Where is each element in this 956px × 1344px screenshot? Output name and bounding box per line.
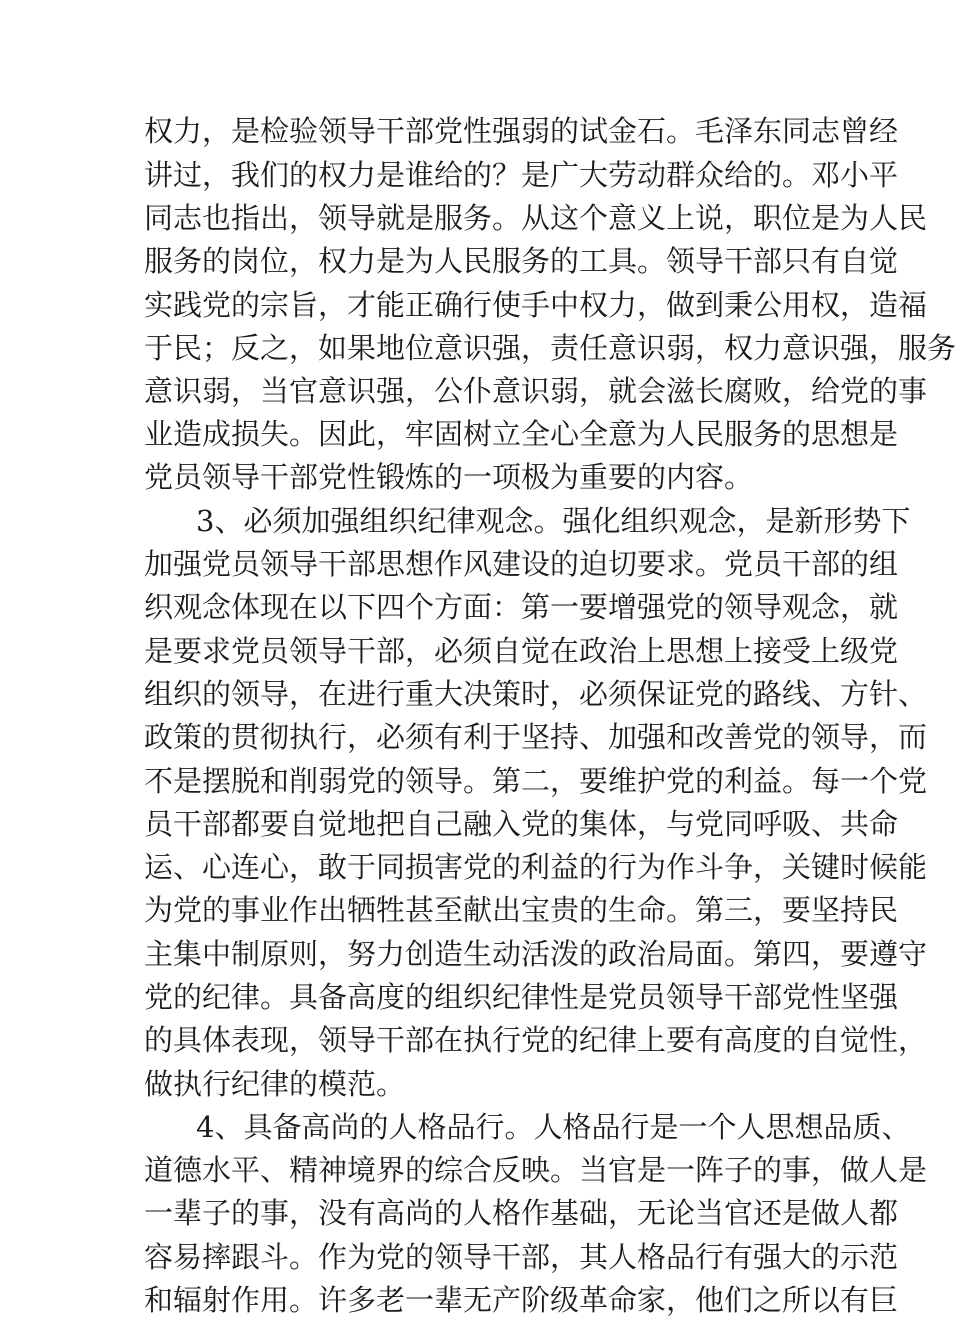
text-line: 主集中制原则，努力创造生动活泼的政治局面。第四，要遵守 bbox=[144, 937, 928, 971]
text-line: 同志也指出，领导就是服务。从这个意义上说，职位是为人民 bbox=[144, 201, 928, 235]
text-line: 织观念体现在以下四个方面：第一要增强党的领导观念，就 bbox=[144, 590, 899, 624]
text-line: 道德水平、精神境界的综合反映。当官是一阵子的事，做人是 bbox=[144, 1153, 928, 1187]
text-line: 一辈子的事，没有高尚的人格作基础，无论当官还是做人都 bbox=[144, 1196, 899, 1230]
text-line: 实践党的宗旨，才能正确行使手中权力，做到秉公用权，造福 bbox=[144, 288, 928, 322]
text-line: 服务的岗位，权力是为人民服务的工具。领导干部只有自觉 bbox=[144, 244, 899, 278]
text-line: 不是摆脱和削弱党的领导。第二，要维护党的利益。每一个党 bbox=[144, 764, 928, 798]
paragraph-4-start: 4、具备高尚的人格品行。人格品行是一个人思想品质、 bbox=[196, 1110, 911, 1144]
text-line: 运、心连心，敢于同损害党的利益的行为作斗争，关键时候能 bbox=[144, 850, 928, 884]
paragraph-3-start: 3、必须加强组织纪律观念。强化组织观念，是新形势下 bbox=[196, 504, 911, 538]
text-line: 于民；反之，如果地位意识强，责任意识弱，权力意识强，服务 bbox=[144, 331, 956, 365]
text-line: 是要求党员领导干部，必须自觉在政治上思想上接受上级党 bbox=[144, 634, 899, 668]
text-line: 为党的事业作出牺牲甚至献出宝贵的生命。第三，要坚持民 bbox=[144, 893, 899, 927]
text-line: 加强党员领导干部思想作风建设的迫切要求。党员干部的组 bbox=[144, 547, 899, 581]
text-line: 党的纪律。具备高度的组织纪律性是党员领导干部党性坚强 bbox=[144, 980, 899, 1014]
text-line: 意识弱，当官意识强，公仆意识弱，就会滋长腐败，给党的事 bbox=[144, 374, 928, 408]
text-line: 和辐射作用。许多老一辈无产阶级革命家，他们之所以有巨 bbox=[144, 1283, 899, 1317]
text-line: 组织的领导，在进行重大决策时，必须保证党的路线、方针、 bbox=[144, 677, 928, 711]
text-line: 政策的贯彻执行，必须有利于坚持、加强和改善党的领导，而 bbox=[144, 720, 928, 754]
text-line: 的具体表现，领导干部在执行党的纪律上要有高度的自觉性， bbox=[144, 1023, 928, 1057]
text-line: 员干部都要自觉地把自己融入党的集体，与党同呼吸、共命 bbox=[144, 807, 899, 841]
text-line: 容易摔跟斗。作为党的领导干部，其人格品行有强大的示范 bbox=[144, 1240, 899, 1274]
text-line: 党员领导干部党性锻炼的一项极为重要的内容。 bbox=[144, 460, 754, 494]
text-line: 权力，是检验领导干部党性强弱的试金石。毛泽东同志曾经 bbox=[144, 114, 899, 148]
text-line: 讲过，我们的权力是谁给的？是广大劳动群众给的。邓小平 bbox=[144, 158, 899, 192]
text-line: 业造成损失。因此，牢固树立全心全意为人民服务的思想是 bbox=[144, 417, 899, 451]
text-line: 做执行纪律的模范。 bbox=[144, 1067, 406, 1101]
